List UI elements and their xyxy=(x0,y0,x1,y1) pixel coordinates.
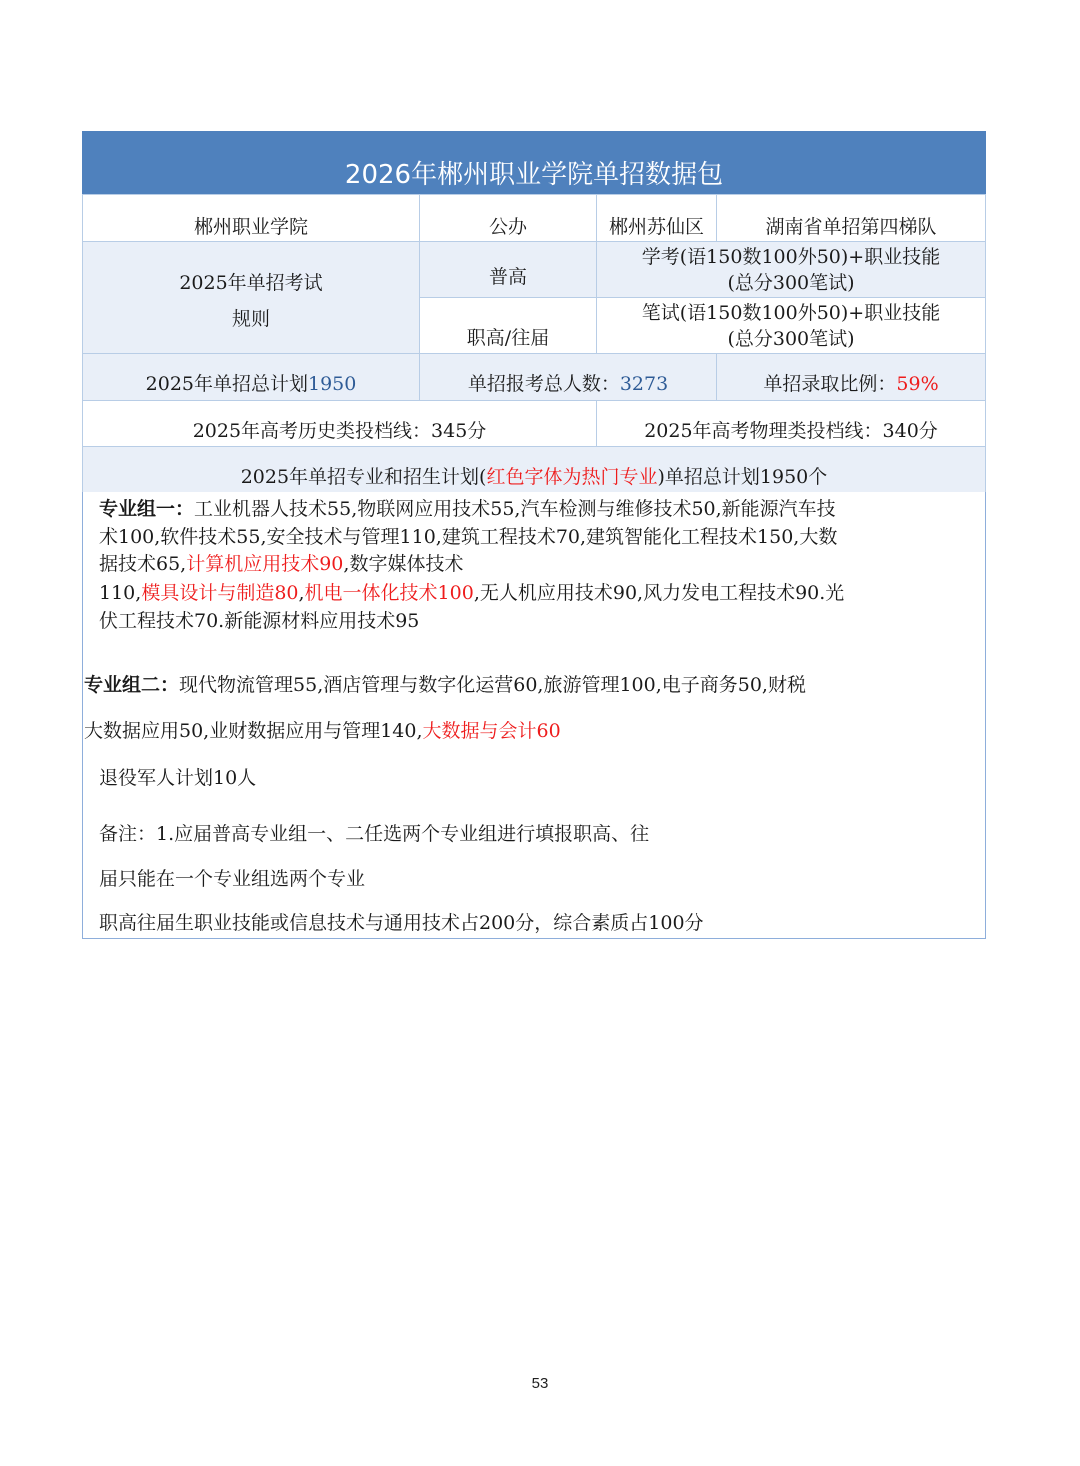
page-number: 53 xyxy=(531,1375,549,1392)
veterans-plan: 退役军人计划10人 xyxy=(99,767,257,789)
category-general-cell: 普高 xyxy=(419,241,597,298)
total-plan-label: 2025年单招总计划 xyxy=(145,372,308,395)
page-title: 2026年郴州职业学院单招数据包 xyxy=(82,131,986,195)
rule-general-line1: 学考(语150数100外50)+职业技能 xyxy=(641,245,941,268)
group2-line1 xyxy=(84,671,806,699)
exam-rules-label-line2: 规则 xyxy=(231,307,270,330)
group1-text-4sep: , xyxy=(298,582,305,604)
plan-header-suffix: )单招总计划1950个 xyxy=(657,466,828,488)
history-cutoff-cell: 2025年高考历史类投档线：345分 xyxy=(82,400,597,447)
group1-line2: 术100,软件技术55,安全技术与管理110,建筑工程技术70,建筑智能化工程技术150,大数 xyxy=(99,526,838,548)
applicants-value: 3273 xyxy=(619,372,669,395)
group2-line2 xyxy=(84,717,561,745)
hot-major: 模具设计与制造80 xyxy=(141,582,299,604)
hot-major: 机电一体化技术100 xyxy=(304,582,474,604)
notes-line1: 备注：1.应届普高专业组一、二任选两个专业组进行填报职高、往 xyxy=(99,823,650,845)
applicants-cell xyxy=(419,353,717,401)
school-type-cell: 公办 xyxy=(419,194,597,242)
tier-cell: 湖南省单招第四梯队 xyxy=(716,194,986,242)
plan-header-cell xyxy=(82,446,986,493)
total-plan-cell xyxy=(82,353,420,401)
district-cell: 郴州苏仙区 xyxy=(596,194,717,242)
admission-ratio-cell xyxy=(716,353,986,401)
group1-line4 xyxy=(99,579,844,607)
total-plan-value: 1950 xyxy=(308,372,357,395)
admission-ratio-value: 59% xyxy=(896,372,939,395)
hot-major: 计算机应用技术90 xyxy=(186,553,344,575)
group1-text-3a: 据技术65, xyxy=(99,553,187,575)
group1-text-3b: ,数字媒体技术 xyxy=(343,553,464,575)
rule-vocational-line2: (总分300笔试) xyxy=(727,327,855,350)
physics-cutoff-cell: 2025年高考物理类投档线：340分 xyxy=(596,400,986,447)
notes-line3: 职高往届生职业技能或信息技术与通用技术占200分，综合素质占100分 xyxy=(99,912,704,934)
group1-line5: 伏工程技术70.新能源材料应用技术95 xyxy=(99,610,420,632)
rule-general-line2: (总分300笔试) xyxy=(727,271,855,294)
group1-line1 xyxy=(99,495,836,523)
school-name-cell: 郴州职业学院 xyxy=(82,194,420,242)
group2-text-1: 现代物流管理55,酒店管理与数字化运营60,旅游管理100,电子商务50,财税 xyxy=(179,674,806,696)
notes-line2: 届只能在一个专业组选两个专业 xyxy=(99,868,366,890)
admission-ratio-label: 单招录取比例： xyxy=(763,372,897,395)
group1-label: 专业组一： xyxy=(99,498,195,520)
rule-vocational-line1: 笔试(语150数100外50)+职业技能 xyxy=(641,301,941,324)
group1-text-1: 工业机器人技术55,物联网应用技术55,汽车检测与维修技术50,新能源汽车技 xyxy=(194,498,836,520)
category-vocational-cell: 职高/往届 xyxy=(419,297,597,354)
exam-rules-label-cell xyxy=(82,241,420,354)
plan-header-hot-note: 红色字体为热门专业 xyxy=(486,466,658,488)
rule-vocational-cell xyxy=(596,297,986,354)
hot-major: 大数据与会计60 xyxy=(422,720,561,742)
group1-text-4b: ,无人机应用技术90,风力发电工程技术90.光 xyxy=(473,582,845,604)
applicants-label: 单招报考总人数： xyxy=(467,372,620,395)
group1-text-4a: 110, xyxy=(99,582,142,604)
rule-general-cell xyxy=(596,241,986,298)
group2-label: 专业组二： xyxy=(84,674,180,696)
plan-header-prefix: 2025年单招专业和招生计划( xyxy=(240,466,487,488)
exam-rules-label-line1: 2025年单招考试 xyxy=(179,271,323,294)
group1-line3 xyxy=(99,550,463,578)
group2-text-2a: 大数据应用50,业财数据应用与管理140, xyxy=(84,720,423,742)
